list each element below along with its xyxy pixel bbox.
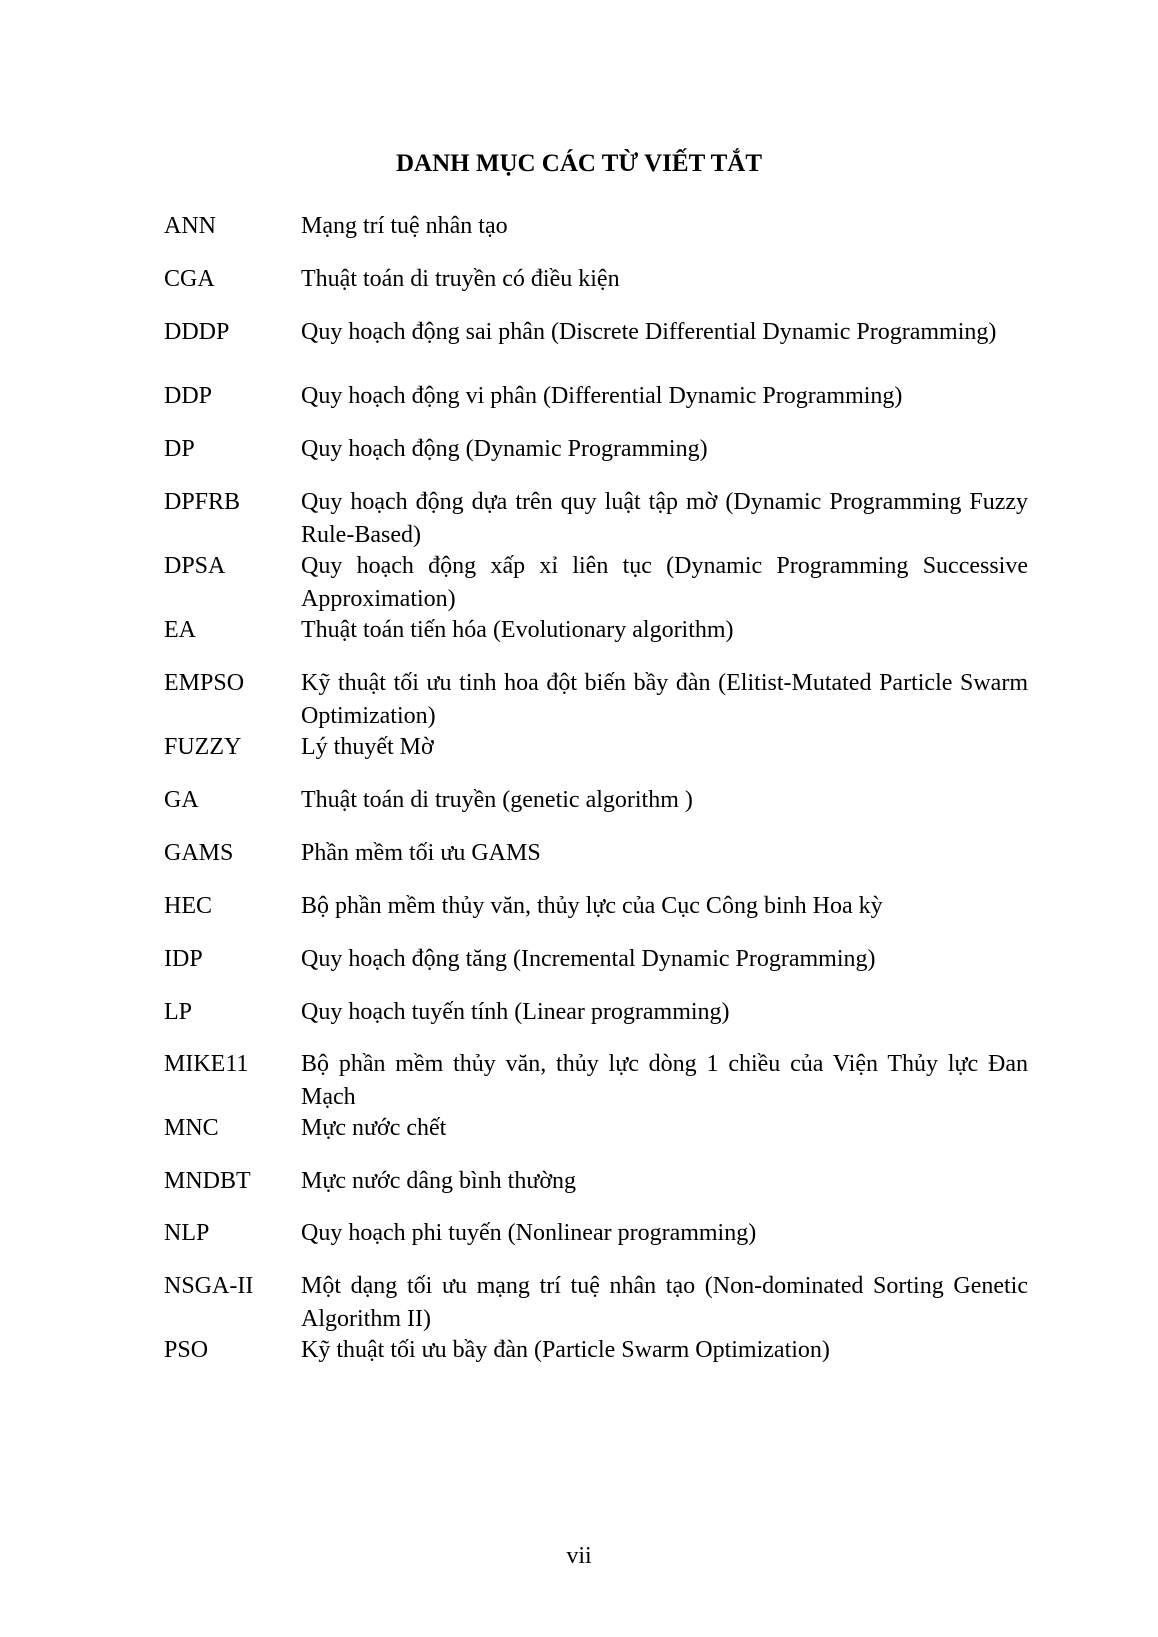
abbreviation-definition: Phần mềm tối ưu GAMS	[301, 840, 541, 866]
abbreviation-term: GAMS	[164, 840, 234, 866]
abbreviation-definition: Một dạng tối ưu mạng trí tuệ nhân tạo (Non-dominated Sorting Genetic Algorithm II)	[301, 1273, 1028, 1332]
abbreviation-term: IDP	[164, 946, 203, 972]
abbreviation-definition: Lý thuyết Mờ	[301, 734, 434, 760]
abbreviation-definition: Kỹ thuật tối ưu tinh hoa đột biến bầy đàn (Elitist-Mutated Particle Swarm Optimization)	[301, 670, 1028, 729]
abbreviation-definition: Quy hoạch tuyến tính (Linear programming)	[301, 999, 730, 1025]
abbreviation-definition: Bộ phần mềm thủy văn, thủy lực dòng 1 chiều của Viện Thủy lực Đan Mạch	[301, 1051, 1028, 1110]
abbreviation-definition: Mực nước dâng bình thường	[301, 1168, 577, 1194]
abbreviation-definition: Mạng trí tuệ nhân tạo	[301, 213, 508, 239]
abbreviation-definition: Kỹ thuật tối ưu bầy đàn (Particle Swarm Optimization)	[301, 1337, 830, 1363]
abbreviation-term: MIKE11	[164, 1051, 249, 1077]
abbreviation-definition: Quy hoạch động (Dynamic Programming)	[301, 436, 708, 462]
abbreviation-term: DP	[164, 436, 195, 462]
abbreviation-term: DDP	[164, 383, 213, 409]
abbreviation-term: NLP	[164, 1220, 210, 1246]
abbreviation-term: FUZZY	[164, 734, 242, 760]
abbreviation-term: DPFRB	[164, 489, 241, 515]
abbreviation-definition: Quy hoạch động sai phân (Discrete Differential Dynamic Programming)	[301, 319, 997, 345]
abbreviation-definition: Bộ phần mềm thủy văn, thủy lực của Cục Công binh Hoa kỳ	[301, 893, 883, 919]
abbreviation-term: MNDBT	[164, 1168, 251, 1194]
abbreviation-term: ANN	[164, 213, 216, 239]
abbreviation-definition: Thuật toán tiến hóa (Evolutionary algorithm)	[301, 617, 734, 643]
abbreviation-definition: Quy hoạch động dựa trên quy luật tập mờ (Dynamic Programming Fuzzy Rule-Based)	[301, 489, 1028, 548]
abbreviation-definition: Thuật toán di truyền có điều kiện	[301, 266, 620, 292]
abbreviation-term: PSO	[164, 1337, 209, 1363]
abbreviation-term: CGA	[164, 266, 215, 292]
page-title: DANH MỤC CÁC TỪ VIẾT TẮT	[395, 149, 763, 177]
abbreviation-term: MNC	[164, 1115, 219, 1141]
abbreviation-definition: Quy hoạch phi tuyến (Nonlinear programming)	[301, 1220, 757, 1246]
abbreviation-term: EMPSO	[164, 670, 245, 696]
abbreviation-term: NSGA-II	[164, 1273, 254, 1299]
abbreviation-definition: Mực nước chết	[301, 1115, 447, 1141]
abbreviation-term: LP	[164, 999, 193, 1025]
abbreviation-term: EA	[164, 617, 196, 643]
abbreviation-term: DDDP	[164, 319, 230, 345]
abbreviation-definition: Quy hoạch động tăng (Incremental Dynamic Programming)	[301, 946, 876, 972]
page-number: vii	[566, 1543, 592, 1569]
abbreviation-definition: Quy hoạch động vi phân (Differential Dynamic Programming)	[301, 383, 903, 409]
abbreviation-term: GA	[164, 787, 199, 813]
abbreviation-definition: Quy hoạch động xấp xỉ liên tục (Dynamic Programming Successive Approximation)	[301, 553, 1028, 612]
abbreviation-term: DPSA	[164, 553, 226, 579]
abbreviation-term: HEC	[164, 893, 212, 919]
abbreviation-definition: Thuật toán di truyền (genetic algorithm )	[301, 787, 693, 813]
